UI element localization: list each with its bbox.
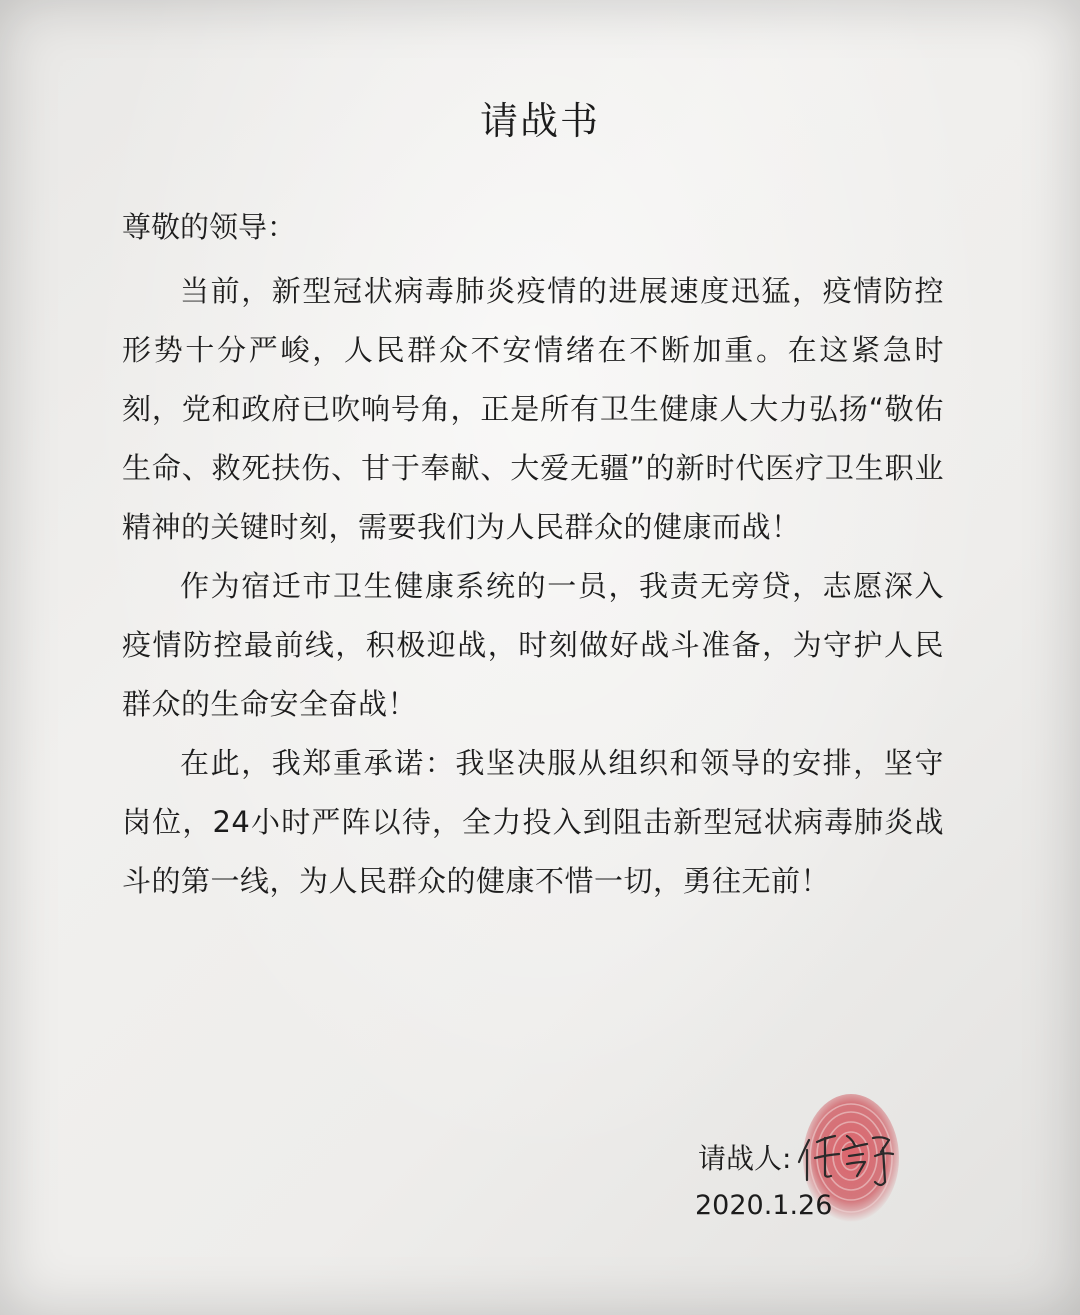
paragraph-2: 作为宿迁市卫生健康系统的一员，我责无旁贷，志愿深入疫情防控最前线，积极迎战，时刻做好战斗准备，为守护人民群众的生命安全奋战！ xyxy=(122,569,944,721)
signing-date: 2020.1.26 xyxy=(695,1190,833,1221)
salutation: 尊敬的领导： xyxy=(122,210,297,244)
paragraph-1: 当前，新型冠状病毒肺炎疫情的进展速度迅猛，疫情防控形势十分严峻，人民群众不安情绪在不断加重。在这紧急时刻，党和政府已吹响号角，正是所有卫生健康人大力弘扬“敬佑生命、救死扶伤、甘于奉献、大爱无疆”的新时代医疗卫生职业精神的关键时刻，需要我们为人民群众的健康而战！ xyxy=(122,274,944,544)
signer-line xyxy=(698,1133,905,1181)
handwritten-signature xyxy=(795,1122,905,1192)
paragraph-3: 在此，我郑重承诺：我坚决服从组织和领导的安排，坚守岗位，24小时严阵以待，全力投入到阻击新型冠状病毒肺炎战斗的第一线，为人民群众的健康不惜一切，勇往无前！ xyxy=(122,746,944,898)
signer-label: 请战人: xyxy=(698,1142,792,1175)
document-title: 请战书 xyxy=(479,99,600,143)
letter-body xyxy=(122,262,944,911)
